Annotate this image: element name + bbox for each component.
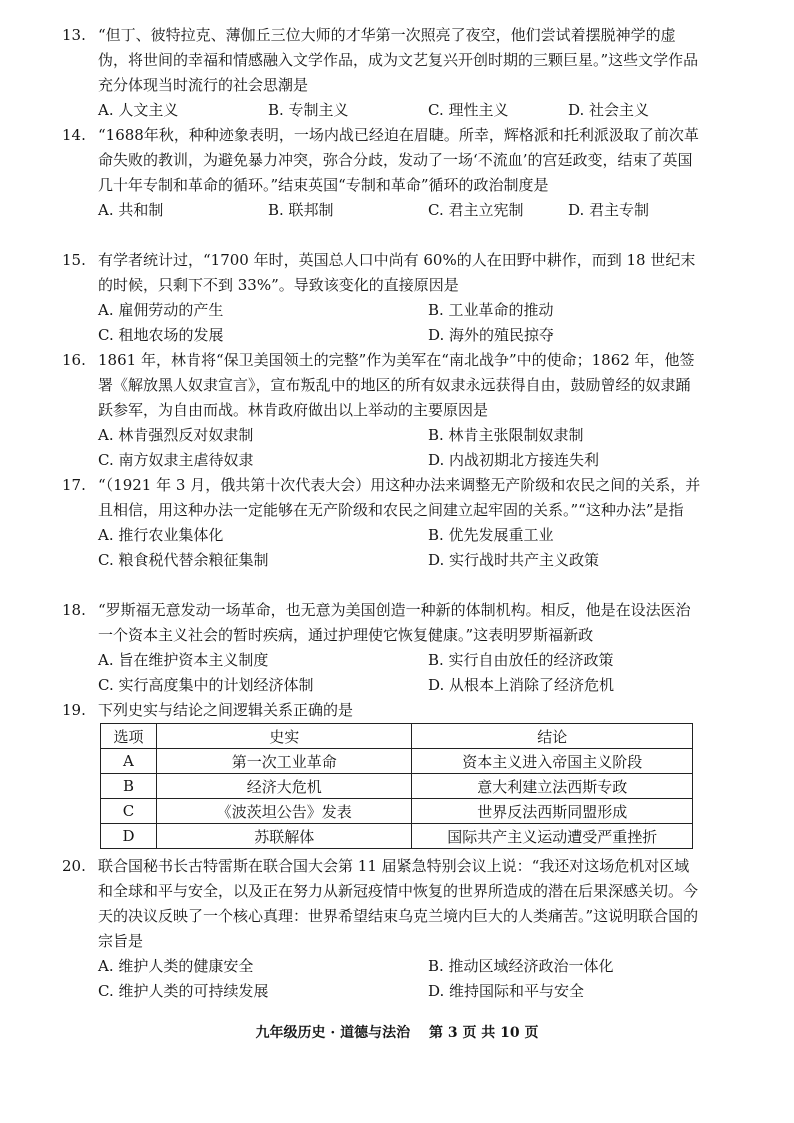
options-row	[98, 98, 702, 123]
table-cell: 苏联解体	[156, 824, 412, 849]
question-number: 16.	[62, 351, 86, 369]
table-cell: 国际共产主义运动遭受严重挫折	[412, 824, 693, 849]
question-text: “但丁、彼特拉克、薄伽丘三位大师的才华第一次照亮了夜空，他们尝试着摆脱神学的虚伪，将世间的幸福和情感融入文学作品，成为文艺复兴开创时期的三颗巨星。”这些文学作品充分体现当时流行的社会思潮是	[98, 26, 699, 94]
option-d: D. 社会主义	[568, 101, 650, 119]
option-b: B. 工业革命的推动	[428, 301, 554, 319]
table-row	[101, 774, 693, 799]
question-text: 联合国秘书长古特雷斯在联合国大会第 11 届紧急特别会议上说：“我还对这场危机对区域和全球和平与安全，以及正在努力从新冠疫情中恢复的世界所造成的潜在后果深感关切。今天的决议反映了一个核心真理：世界希望结束乌克兰境内巨大的人类痛苦。”这说明联合国的宗旨是	[98, 857, 699, 950]
options-row	[98, 673, 702, 698]
table-row	[101, 749, 693, 774]
table-header: 结论	[412, 724, 693, 749]
option-a: A. 共和制	[98, 201, 164, 219]
question-20	[62, 854, 702, 1004]
table-cell: B	[101, 774, 157, 799]
question-17	[62, 473, 702, 573]
question-stem	[62, 348, 702, 423]
table-cell: 《波茨坦公告》发表	[156, 799, 412, 824]
option-a: A. 旨在维护资本主义制度	[98, 651, 269, 669]
options-row	[98, 448, 702, 473]
option-d: D. 维持国际和平与安全	[428, 982, 585, 1000]
table-header-row	[101, 724, 693, 749]
question-13	[62, 23, 702, 123]
options-row	[98, 198, 702, 223]
table-header: 选项	[101, 724, 157, 749]
question-stem	[62, 854, 702, 954]
question-number: 14.	[62, 126, 86, 144]
question-18	[62, 598, 702, 698]
question-16	[62, 348, 702, 473]
table-row	[101, 824, 693, 849]
table-cell: D	[101, 824, 157, 849]
options-row	[98, 979, 702, 1004]
question-text: 有学者统计过，“1700 年时，英国总人口中尚有 60%的人在田野中耕作，而到 18 世纪末的时候，只剩下不到 33%”。导致该变化的直接原因是	[98, 251, 696, 294]
question-14	[62, 123, 702, 223]
table-cell: 意大利建立法西斯专政	[412, 774, 693, 799]
option-d: D. 君主专制	[568, 201, 650, 219]
option-b: B. 联邦制	[268, 201, 334, 219]
table-cell: C	[101, 799, 157, 824]
question-stem	[62, 123, 702, 198]
question-number: 18.	[62, 601, 86, 619]
question-text: 1861 年，林肯将“保卫美国领土的完整”作为美军在“南北战争”中的使命；1862 年，他签署《解放黑人奴隶宣言》，宣布叛乱中的地区的所有奴隶永远获得自由，鼓励曾经的奴隶踊跃参军，为自由而战。林肯政府做出以上举动的主要原因是	[98, 351, 695, 419]
option-a: A. 维护人类的健康安全	[98, 957, 254, 975]
table-cell: 世界反法西斯同盟形成	[412, 799, 693, 824]
question-number: 15.	[62, 251, 86, 269]
question-text: 下列史实与结论之间逻辑关系正确的是	[98, 701, 354, 719]
question-number: 17.	[62, 476, 86, 494]
options-row	[98, 323, 702, 348]
option-c: C. 粮食税代替余粮征集制	[98, 551, 269, 569]
options-row	[98, 423, 702, 448]
table-cell: 第一次工业革命	[156, 749, 412, 774]
option-b: B. 实行自由放任的经济政策	[428, 651, 614, 669]
option-c: C. 租地农场的发展	[98, 326, 224, 344]
options-row	[98, 954, 702, 979]
question-stem	[62, 248, 702, 298]
question-text: “（1921 年 3 月，俄共第十次代表大会）用这种办法来调整无产阶级和农民之间的关系，并且相信，用这种办法一定能够在无产阶级和农民之间建立起牢固的关系。”“这种办法”是指	[98, 476, 701, 519]
table-row	[101, 799, 693, 824]
table-header: 史实	[156, 724, 412, 749]
page-footer: 九年级历史 · 道德与法治 第 3 页 共 10 页	[255, 1025, 539, 1041]
history-table	[100, 723, 693, 849]
option-a: A. 林肯强烈反对奴隶制	[98, 426, 254, 444]
question-text: “1688年秋，种种迹象表明，一场内战已经迫在眉睫。所幸，辉格派和托利派汲取了前次革命失败的教训，为避免暴力冲突，弥合分歧，发动了一场‘不流血’的宫廷政变，结束了英国几十年专制和革命的循环。”结束英国“专制和革命”循环的政治制度是	[98, 126, 699, 194]
question-stem	[62, 598, 702, 648]
question-stem	[62, 698, 702, 723]
question-text: “罗斯福无意发动一场革命，也无意为美国创造一种新的体制机构。相反，他是在设法医治一个资本主义社会的暂时疾病，通过护理使它恢复健康。”这表明罗斯福新政	[98, 601, 691, 644]
option-d: D. 海外的殖民掠夺	[428, 326, 555, 344]
option-c: C. 理性主义	[428, 101, 509, 119]
table-cell: 经济大危机	[156, 774, 412, 799]
question-number: 19.	[62, 701, 86, 719]
option-c: C. 维护人类的可持续发展	[98, 982, 269, 1000]
options-row	[98, 523, 702, 548]
option-b: B. 专制主义	[268, 101, 349, 119]
option-a: A. 推行农业集体化	[98, 526, 224, 544]
table-cell: A	[101, 749, 157, 774]
options-row	[98, 298, 702, 323]
option-a: A. 雇佣劳动的产生	[98, 301, 224, 319]
option-b: B. 林肯主张限制奴隶制	[428, 426, 584, 444]
table-cell: 资本主义进入帝国主义阶段	[412, 749, 693, 774]
question-stem	[62, 473, 702, 523]
option-b: B. 推动区域经济政治一体化	[428, 957, 614, 975]
option-c: C. 君主立宪制	[428, 201, 524, 219]
option-d: D. 内战初期北方接连失利	[428, 451, 600, 469]
options-row	[98, 548, 702, 573]
question-number: 13.	[62, 26, 86, 44]
option-c: C. 南方奴隶主虐待奴隶	[98, 451, 254, 469]
question-15	[62, 248, 702, 348]
option-d: D. 从根本上消除了经济危机	[428, 676, 615, 694]
question-stem	[62, 23, 702, 98]
option-b: B. 优先发展重工业	[428, 526, 554, 544]
option-c: C. 实行高度集中的计划经济体制	[98, 676, 314, 694]
options-row	[98, 648, 702, 673]
question-19	[62, 698, 702, 723]
option-a: A. 人文主义	[98, 101, 179, 119]
question-number: 20.	[62, 857, 86, 875]
option-d: D. 实行战时共产主义政策	[428, 551, 600, 569]
